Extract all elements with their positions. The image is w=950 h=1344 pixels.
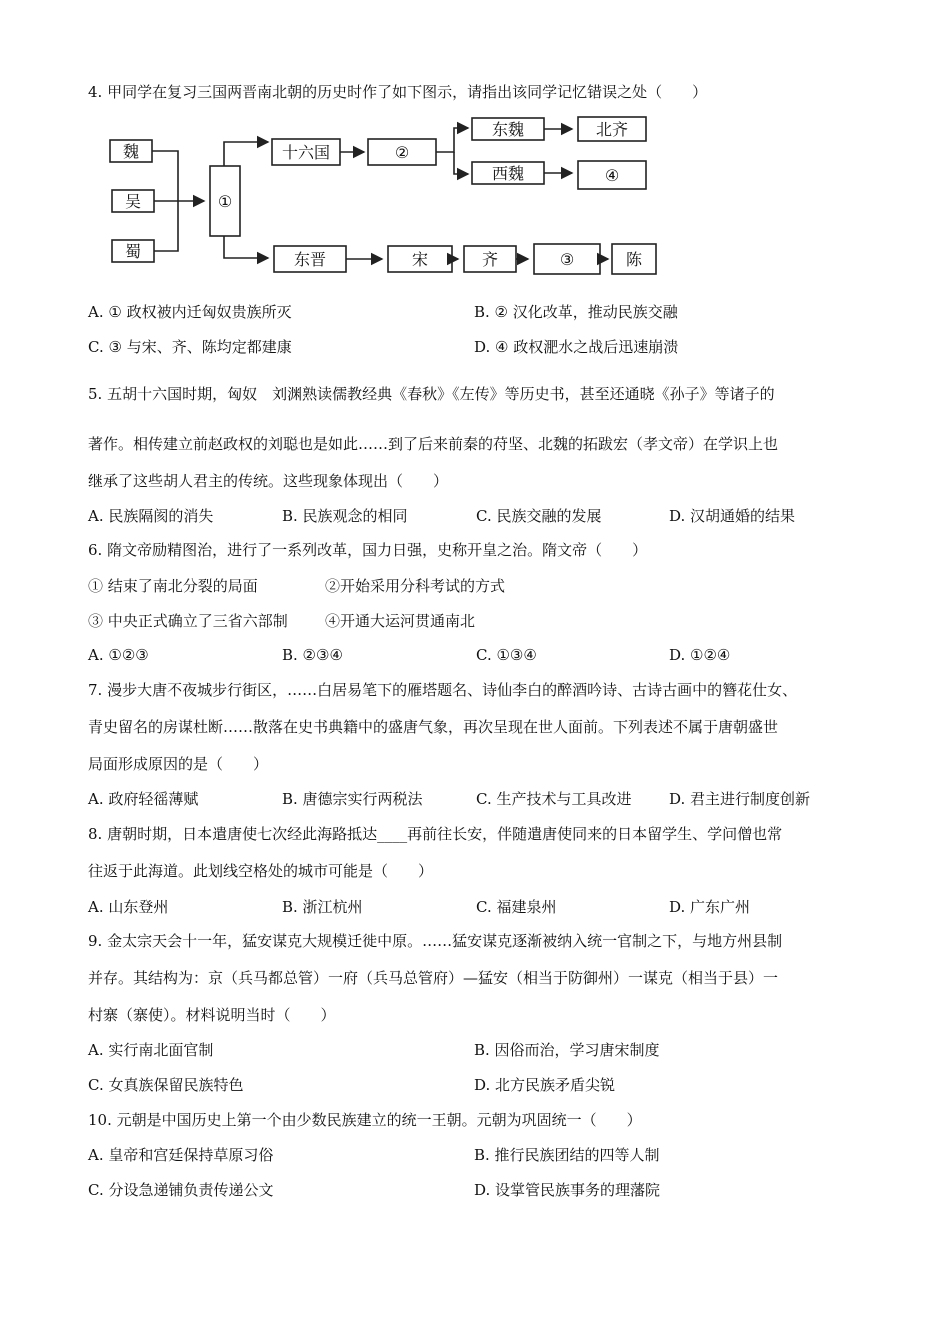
label-n3: ③ [559,250,575,269]
q6-item-2: ②开始采用分科考试的方式 [325,577,506,595]
q9-stem-3: 村寨（寨使）。材料说明当时（ ） [88,1006,336,1024]
label-sixteen: 十六国 [281,143,331,162]
q9-stem-2: 并存。其结构为：京（兵马都总管）一府（兵马总管府）—猛安（相当于防御州）一谋克（相当于县）一 [88,969,779,987]
label-n4: ④ [604,166,620,185]
q9-option-d: D. 北方民族矛盾尖锐 [474,1076,616,1094]
q9-stem-1: 9. 金太宗天会十一年，猛安谋克大规模迁徙中原。……猛安谋克逐渐被纳入统一官制之下，与地方州县制 [88,932,783,950]
label-east-jin: 东晋 [293,250,327,269]
q7-option-c: C. 生产技术与工具改进 [476,790,632,808]
q6-option-d: D. ①②④ [669,646,731,664]
q5-stem-2: 著作。相传建立前赵政权的刘聪也是如此……到了后来前秦的苻坚、北魏的拓跋宏（孝文帝）在学识上也 [88,435,779,453]
q7-option-b: B. 唐德宗实行两税法 [282,790,423,808]
q4-stem: 4. 甲同学在复习三国两晋南北朝的历史时作了如下图示，请指出该同学记忆错误之处（ ） [88,83,708,101]
q6-stem: 6. 隋文帝励精图治，进行了一系列改革，国力日强，史称开皇之治。隋文帝（ ） [88,541,648,559]
label-n2: ② [394,143,410,162]
q10-option-b: B. 推行民族团结的四等人制 [474,1146,660,1164]
label-wei: 魏 [122,142,140,161]
label-east-wei: 东魏 [491,120,525,139]
q5-option-c: C. 民族交融的发展 [476,507,602,525]
q5-option-d: D. 汉胡通婚的结果 [669,507,796,525]
q4-option-a: A. ① 政权被内迁匈奴贵族所灭 [88,303,292,321]
q8-option-c: C. 福建泉州 [476,898,557,916]
q4-option-d: D. ④ 政权淝水之战后迅速崩溃 [474,338,679,356]
q4-option-c: C. ③ 与宋、齐、陈均定都建康 [88,338,292,356]
q7-option-d: D. 君主进行制度创新 [669,790,811,808]
q7-stem-3: 局面形成原因的是（ ） [88,755,269,773]
label-qi: 齐 [481,250,499,269]
q9-option-a: A. 实行南北面官制 [88,1041,214,1059]
q6-option-a: A. ①②③ [88,646,149,664]
q8-option-a: A. 山东登州 [88,898,169,916]
q7-option-a: A. 政府轻徭薄赋 [88,790,199,808]
q9-option-b: B. 因俗而治，学习唐宋制度 [474,1041,660,1059]
q5-stem-3: 继承了这些胡人君主的传统。这些现象体现出（ ） [88,472,449,490]
label-shu: 蜀 [124,242,142,261]
label-north-qi: 北齐 [595,120,629,139]
q10-option-d: D. 设掌管民族事务的理藩院 [474,1181,661,1199]
q5-stem-1: 5. 五胡十六国时期，匈奴 刘渊熟读儒教经典《春秋》《左传》等历史书，甚至还通晓《孙子》等诸子的 [88,385,775,403]
label-chen: 陈 [625,250,643,269]
label-west-wei: 西魏 [491,164,525,183]
q6-item-3: ③ 中央正式确立了三省六部制 [88,612,288,630]
q10-stem: 10. 元朝是中国历史上第一个由少数民族建立的统一王朝。元朝为巩固统一（ ） [88,1111,642,1129]
q7-stem-2: 青史留名的房谋杜断……散落在史书典籍中的盛唐气象，再次呈现在世人面前。下列表述不属于唐朝盛世 [88,718,779,736]
q9-option-c: C. 女真族保留民族特色 [88,1076,244,1094]
q4-option-b: B. ② 汉化改革，推动民族交融 [474,303,678,321]
label-n1: ① [217,192,233,211]
q8-option-d: D. 广东广州 [669,898,751,916]
q10-option-a: A. 皇帝和宫廷保持草原习俗 [88,1146,274,1164]
q8-option-b: B. 浙江杭州 [282,898,363,916]
q4-diagram [100,108,670,284]
q5-option-a: A. 民族隔阂的消失 [88,507,214,525]
q6-option-c: C. ①③④ [476,646,537,664]
q6-item-1: ① 结束了南北分裂的局面 [88,577,258,595]
q6-item-4: ④开通大运河贯通南北 [325,612,476,630]
q10-option-c: C. 分设急递铺负责传递公文 [88,1181,274,1199]
q8-stem-1: 8. 唐朝时期，日本遣唐使七次经此海路抵达____再前往长安，伴随遣唐使同来的日本留学生、学问僧也常 [88,825,783,843]
q7-stem-1: 7. 漫步大唐不夜城步行街区，……白居易笔下的雁塔题名、诗仙李白的醉酒吟诗、古诗古画中的簪花仕女、 [88,681,798,699]
q6-option-b: B. ②③④ [282,646,343,664]
q5-option-b: B. 民族观念的相同 [282,507,408,525]
label-wu: 吴 [124,192,142,211]
q8-stem-2: 往返于此海道。此划线空格处的城市可能是（ ） [88,862,434,880]
label-song: 宋 [411,250,429,269]
